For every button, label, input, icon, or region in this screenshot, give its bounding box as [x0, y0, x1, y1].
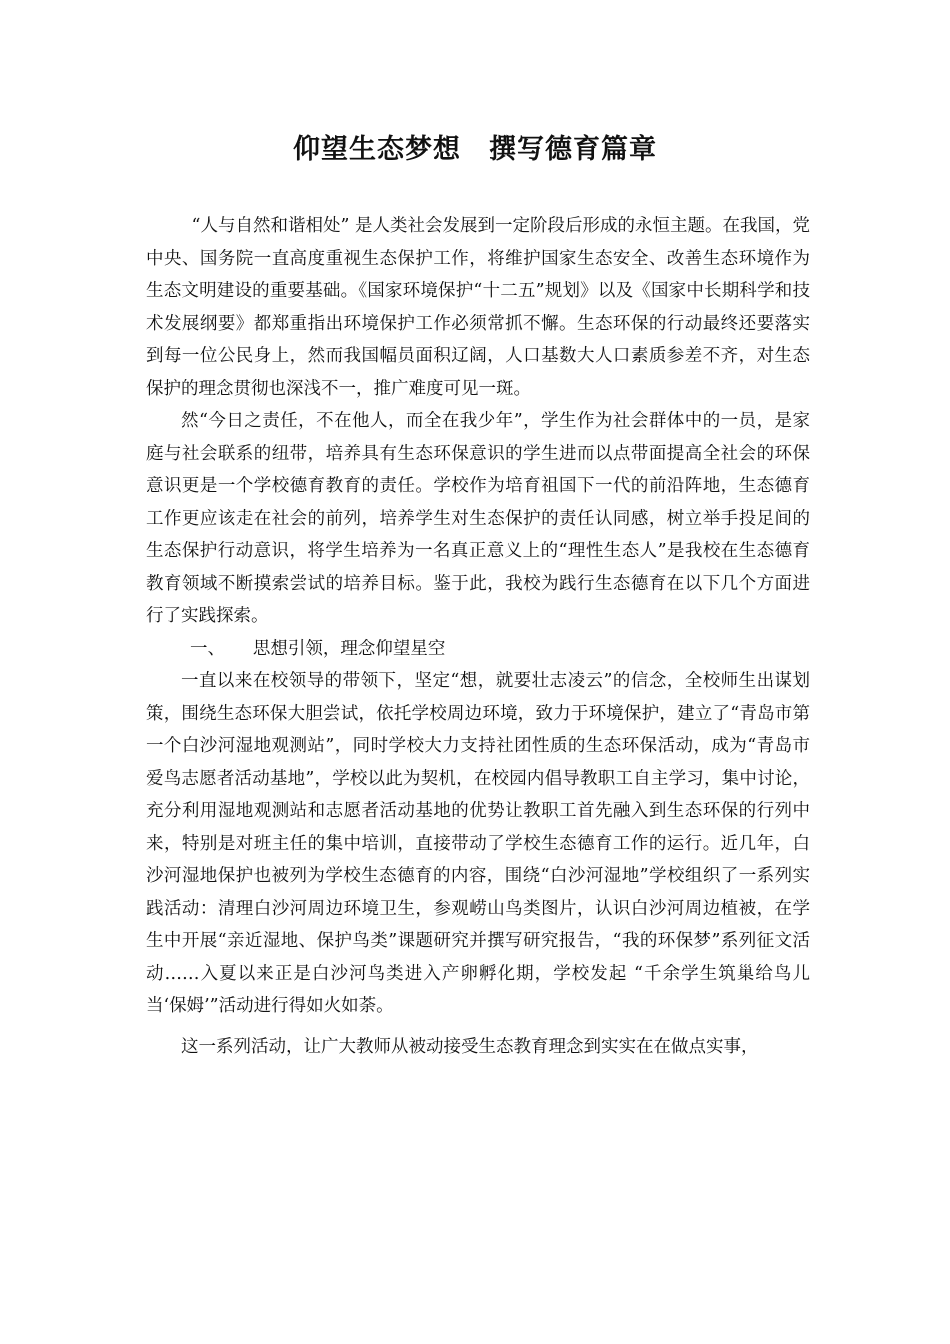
section-heading-text: 思想引领，理念仰望星空 — [252, 638, 446, 659]
paragraph-responsibility: 然“今日之责任，不在他人，而全在我少年”，学生作为社会群体中的一员，是家庭与社会联系的纽带，培养具有生态环保意识的学生进而以点带面提高全社会的环保意识更是一个学校德育教育的责任。学校作为培育祖国下一代的前沿阵地，生态德育工作更应该走在社会的前列，培养学生对生态保护的责任认同感，树立举手投足间的生态保护行动意识，将学生培养为一名真正意义上的“理性生态人”是我校在生态德育教育领域不断摸索尝试的培养目标。鉴于此，我校为践行生态德育在以下几个方面进行了实践探索。 — [146, 411, 810, 626]
document-title: 仰望生态梦想 撰写德育篇章 — [293, 134, 657, 165]
paragraph-outcome: 这一系列活动，让广大教师从被动接受生态教育理念到实实在在做点实事， — [181, 1036, 759, 1057]
section-heading — [146, 633, 810, 666]
paragraph-gap — [146, 1023, 810, 1031]
section-heading-number: 一、 — [190, 638, 225, 659]
document-body — [146, 210, 810, 1063]
paragraph-activities: 一直以来在校领导的带领下，坚定“想，就要壮志凌云”的信念，全校师生出谋划策，围绕生态环保大胆尝试，依托学校周边环境，致力于环境保护，建立了“青岛市第一个白沙河湿地观测站”，同时学校大力支持社团性质的生态环保活动，成为“青岛市爱鸟志愿者活动基地”，学校以此为契机，在校园内倡导教职工自主学习，集中讨论，充分利用湿地观测站和志愿者活动基地的优势让教职工首先融入到生态环保的行列中来，特别是对班主任的集中培训，直接带动了学校生态德育工作的运行。近几年，白沙河湿地保护也被列为学校生态德育的内容，围绕“白沙河湿地”学校组织了一系列实践活动：清理白沙河周边环境卫生，参观崂山鸟类图片，认识白沙河周边植被，在学生中开展“亲近湿地、保护鸟类”课题研究并撰写研究报告，“我的环保梦”系列征文活动……入夏以来正是白沙河鸟类进入产卵孵化期，学校发起 “千余学生筑巢给鸟儿当‘保姆’”活动进行得如火如荼。 — [146, 671, 810, 1016]
paragraph-intro: “人与自然和谐相处” 是人类社会发展到一定阶段后形成的永恒主题。在我国，党中央、国务院一直高度重视生态保护工作，将维护国家生态安全、改善生态环境作为生态文明建设的重要基础。《国家环境保护“十二五”规划》以及《国家中长期科学和技术发展纲要》都郑重指出环境保护工作必须常抓不懈。生态环保的行动最终还要落实到每一位公民身上，然而我国幅员面积辽阔，人口基数大人口素质参差不齐，对生态保护的理念贯彻也深浅不一，推广难度可见一斑。 — [146, 216, 810, 399]
